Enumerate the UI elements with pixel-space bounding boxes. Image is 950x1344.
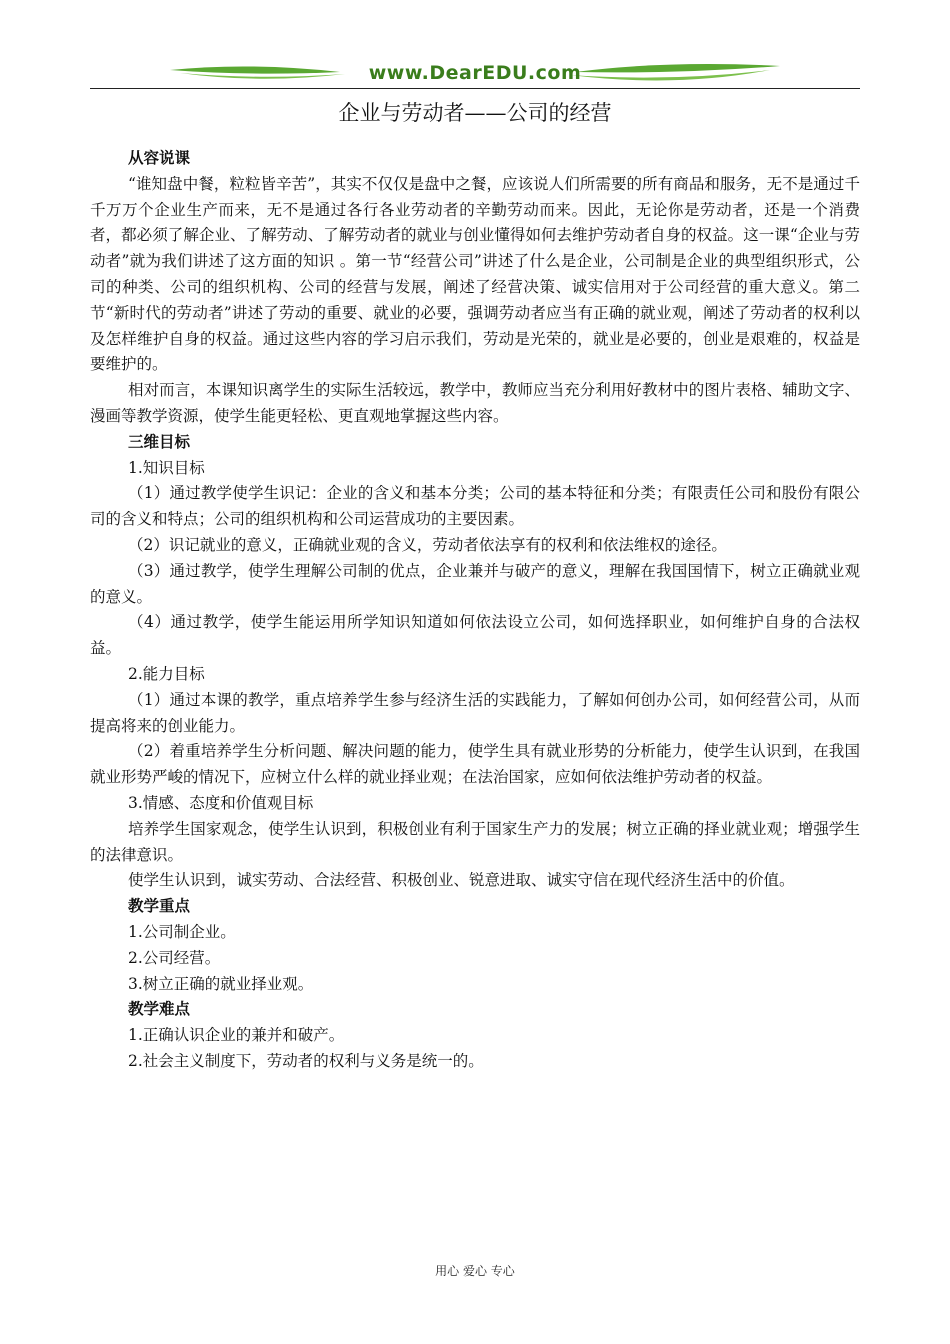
goal-item: （2）着重培养学生分析问题、解决问题的能力，使学生具有就业形势的分析能力，使学生认识到，在我国就业形势严峻的情况下，应树立什么样的就业择业观；在法治国家，应如何依法维护劳动者的权益。 [90,742,860,787]
goal-item: （2）识记就业的意义，正确就业观的含义，劳动者依法享有的权利和依法维权的途径。 [128,535,727,554]
section-heading-shuoke: 从容说课 [128,149,191,167]
section-heading-key-points: 教学重点 [128,897,191,916]
section-heading-goals: 三维目标 [128,432,191,451]
goal-item: （1）通过教学使学生识记：企业的含义和基本分类；公司的基本特征和分类；有限责任公司和股份有限公司的含义和特点；公司的组织机构和公司运营成功的主要因素。 [90,484,860,529]
subheading-knowledge: 1.知识目标 [128,458,205,477]
list-item: 2.公司经营。 [128,948,221,967]
page-footer: 用心 爱心 专心 [435,1264,515,1278]
subheading-values: 3.情感、态度和价值观目标 [128,793,314,812]
document-title: 企业与劳动者——公司的经营 [338,101,612,125]
subheading-ability: 2.能力目标 [128,664,205,683]
goal-item: （1）通过本课的教学，重点培养学生参与经济生活的实践能力，了解如何创办公司，如何经营公司，从而提高将来的创业能力。 [90,690,860,735]
paragraph: “谁知盘中餐，粒粒皆辛苦”，其实不仅仅是盘中之餐，应该说人们所需要的所有商品和服务，无不是通过千千万万个企业生产而来，无不是通过各行各业劳动者的辛勤劳动而来。因此，无论你是劳动者，还是一个消费者，都必须了解企业、了解劳动、了解劳动者的就业与创业懂得如何去维护劳动者自身的权益。这一课“企业与劳动者”就为我们讲述了这方面的知识 。第一节“经营公司”讲述了什么是企业，公司制是企业的典型组织形式，公司的种类、公司的组织机构、公司的经营与发展，阐述了经营决策、诚实信用对于公司经营的重大意义。第二节“新时代的劳动者”讲述了劳动的重要、就业的必要，强调劳动者应当有正确的就业观，阐述了劳动者的权利以及怎样维护自身的权益。通过这些内容的学习启示我们，劳动是光荣的，就业是必要的，创业是艰难的，权益是要维护的。 [90,174,860,374]
goal-item: 使学生认识到，诚实劳动、合法经营、积极创业、锐意进取、诚实守信在现代经济生活中的价值。 [128,871,795,890]
list-item: 1.公司制企业。 [128,922,236,941]
paragraph: 相对而言，本课知识离学生的实际生活较远，教学中，教师应当充分利用好教材中的图片表格、辅助文字、漫画等教学资源，使学生能更轻松、更直观地掌握这些内容。 [90,381,860,425]
site-logo-text[interactable]: www.DearEDU.com [368,62,582,84]
header-divider [90,88,860,89]
goal-item: （4）通过教学，使学生能运用所学知识知道如何依法设立公司，如何选择职业，如何维护自身的合法权益。 [90,613,860,658]
section-heading-difficulties: 教学难点 [128,1000,191,1019]
document-body [90,146,860,1075]
list-item: 2.社会主义制度下，劳动者的权利与义务是统一的。 [128,1051,484,1070]
goal-item: （3）通过教学，使学生理解公司制的优点，企业兼并与破产的意义，理解在我国国情下，树立正确就业观的意义。 [90,561,860,606]
site-header-banner [90,56,860,90]
list-item: 3.树立正确的就业择业观。 [128,974,314,993]
list-item: 1.正确认识企业的兼并和破产。 [128,1026,345,1045]
goal-item: 培养学生国家观念，使学生认识到，积极创业有利于国家生产力的发展；树立正确的择业就业观；增强学生的法律意识。 [90,819,860,864]
